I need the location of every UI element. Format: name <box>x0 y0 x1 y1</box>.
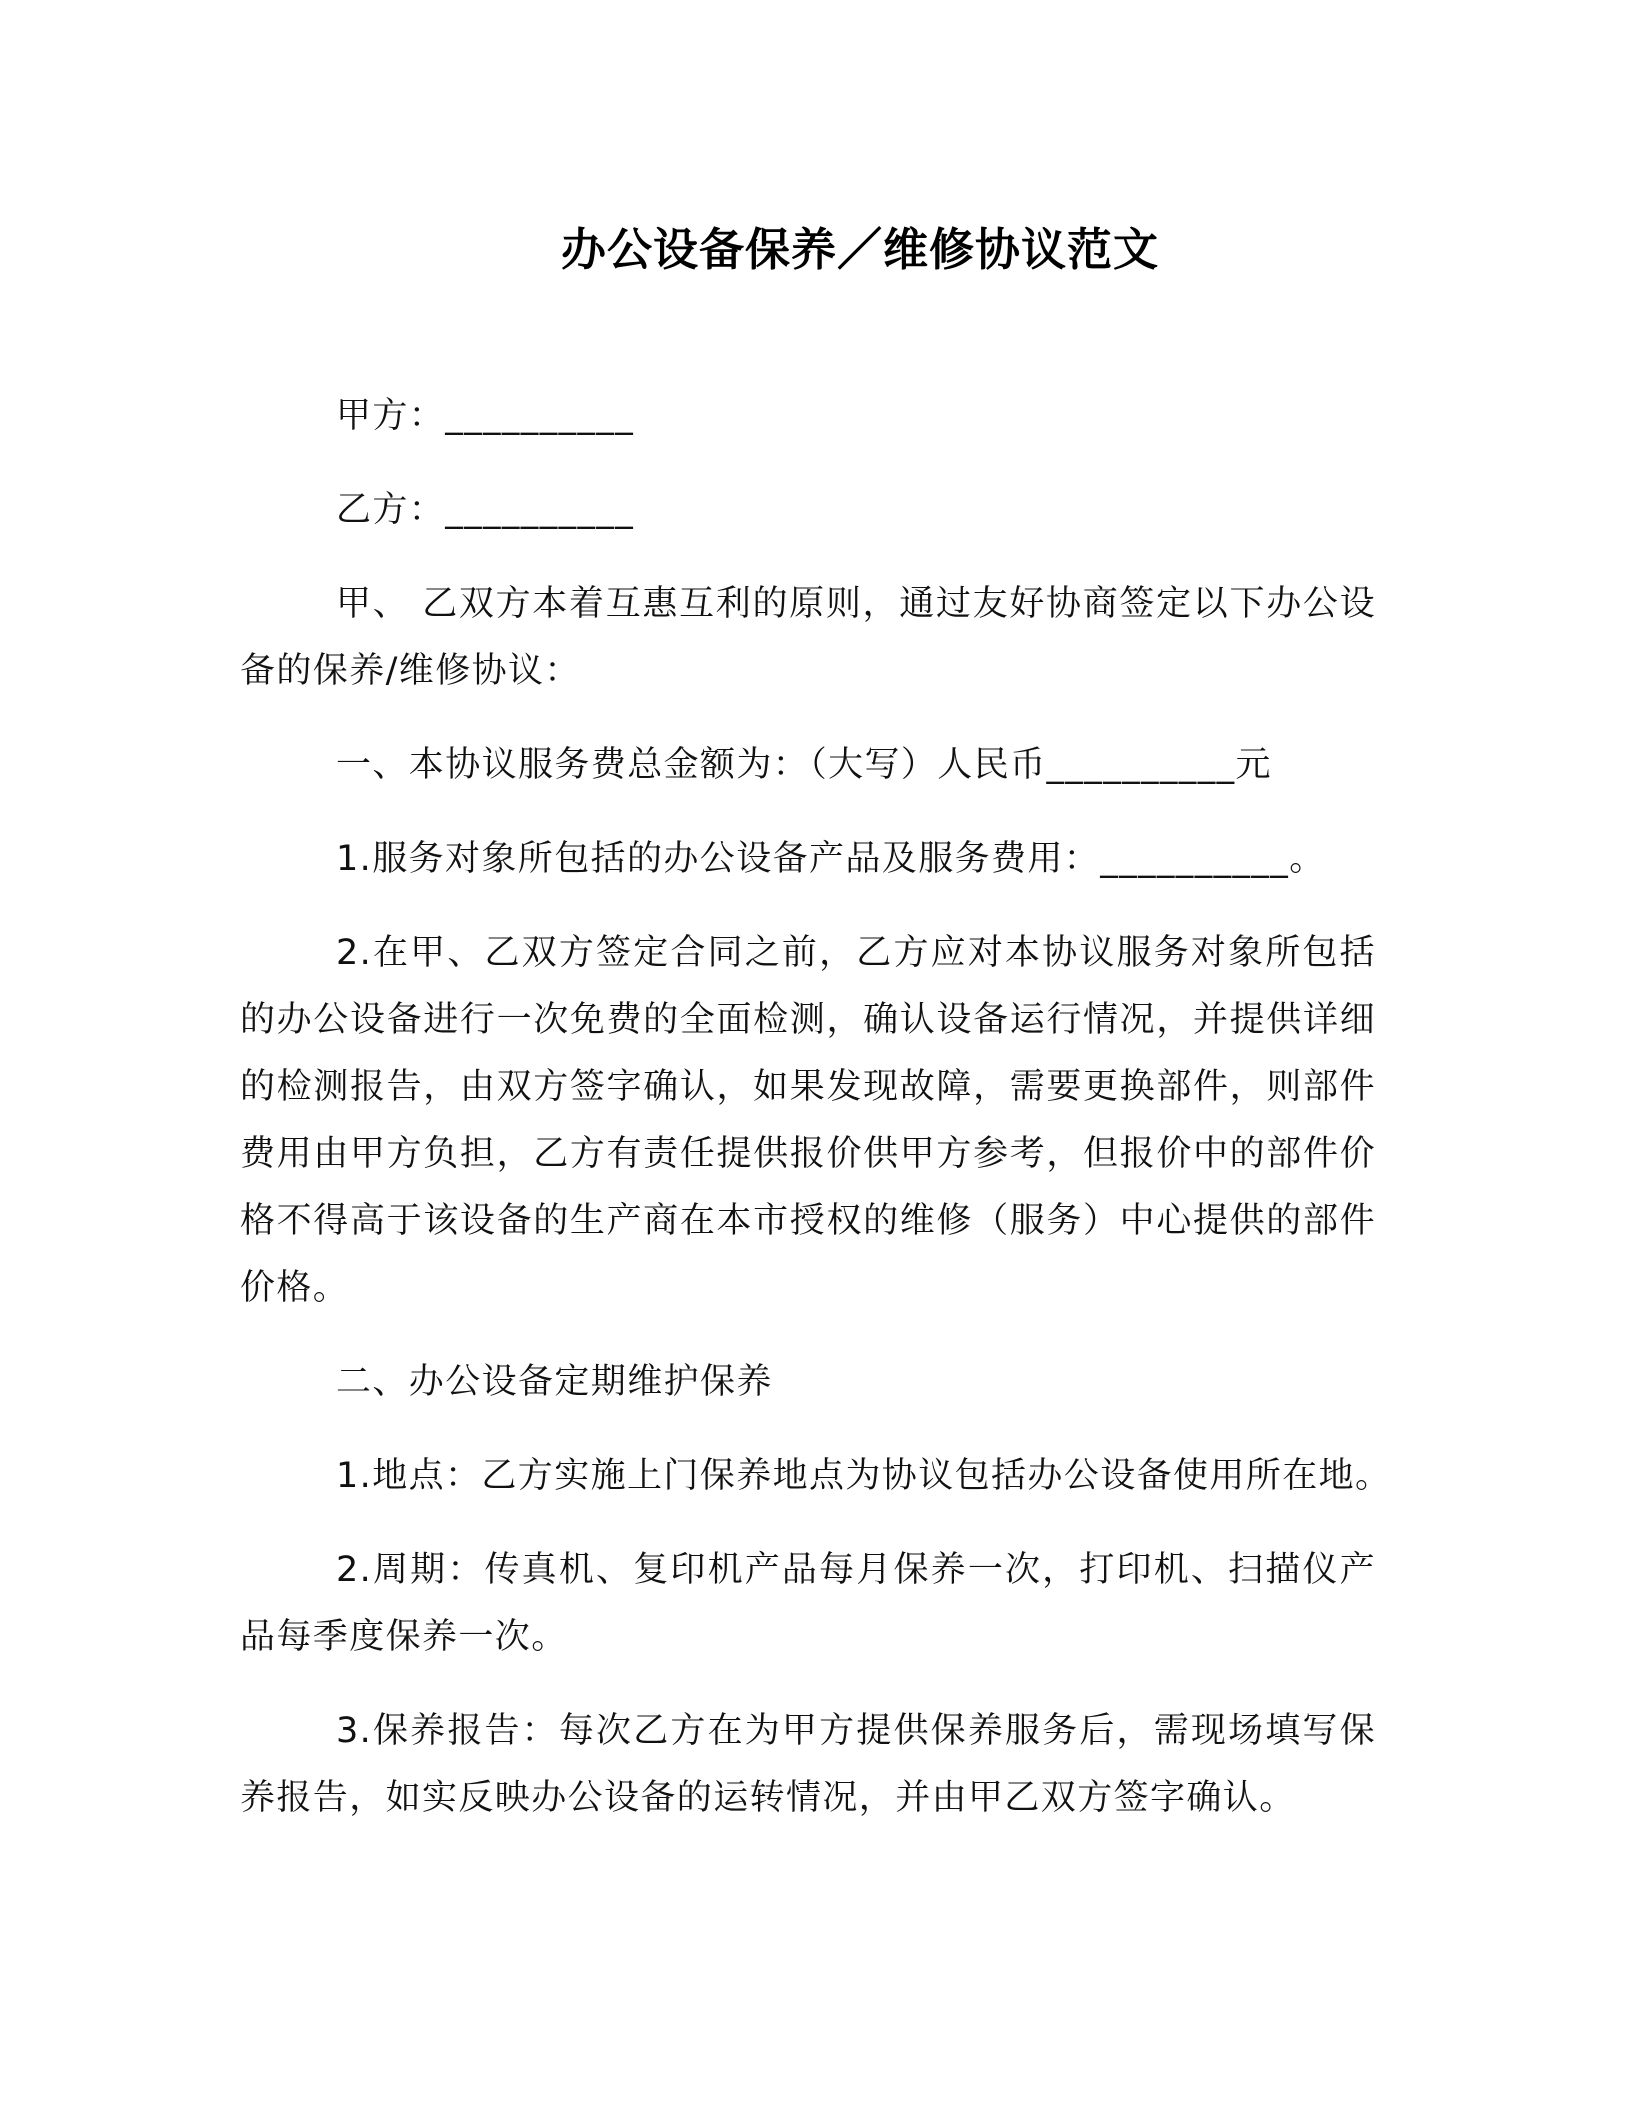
clause-1-1: 1.服务对象所包括的办公设备产品及服务费用：__________。 <box>336 839 1326 879</box>
clause-2-3: 3.保养报告：每次乙方在为甲方提供保养服务后，需现场填写保养报告，如实反映办公设备的运转情况，并由甲乙双方签字确认。 <box>240 1711 1376 1818</box>
party-b-line: 乙方：__________ <box>336 490 635 530</box>
preamble-paragraph: 甲、 乙双方本着互惠互利的原则，通过友好协商签定以下办公设备的保养/维修协议： <box>240 584 1376 691</box>
document-body <box>240 383 1392 1859</box>
clause-2-1: 1.地点：乙方实施上门保养地点为协议包括办公设备使用所在地。 <box>336 1456 1392 1496</box>
section-2-heading: 二、办公设备定期维护保养 <box>336 1362 773 1402</box>
document-title: 办公设备保养／维修协议范文 <box>560 223 1159 276</box>
clause-1-2: 2.在甲、乙双方签定合同之前，乙方应对本协议服务对象所包括的办公设备进行一次免费的全面检测，确认设备运行情况，并提供详细的检测报告，由双方签字确认，如果发现故障，需要更换部件，则部件费用由甲方负担，乙方有责任提供报价供甲方参考，但报价中的部件价格不得高于该设备的生产商在本市授权的维修（服务）中心提供的部件价格。 <box>240 933 1376 1308</box>
section-1-heading: 一、本协议服务费总金额为：（大写）人民币__________元 <box>336 745 1272 785</box>
clause-2-2: 2.周期：传真机、复印机产品每月保养一次，打印机、扫描仪产品每季度保养一次。 <box>240 1550 1376 1657</box>
party-a-line: 甲方：__________ <box>336 396 635 436</box>
